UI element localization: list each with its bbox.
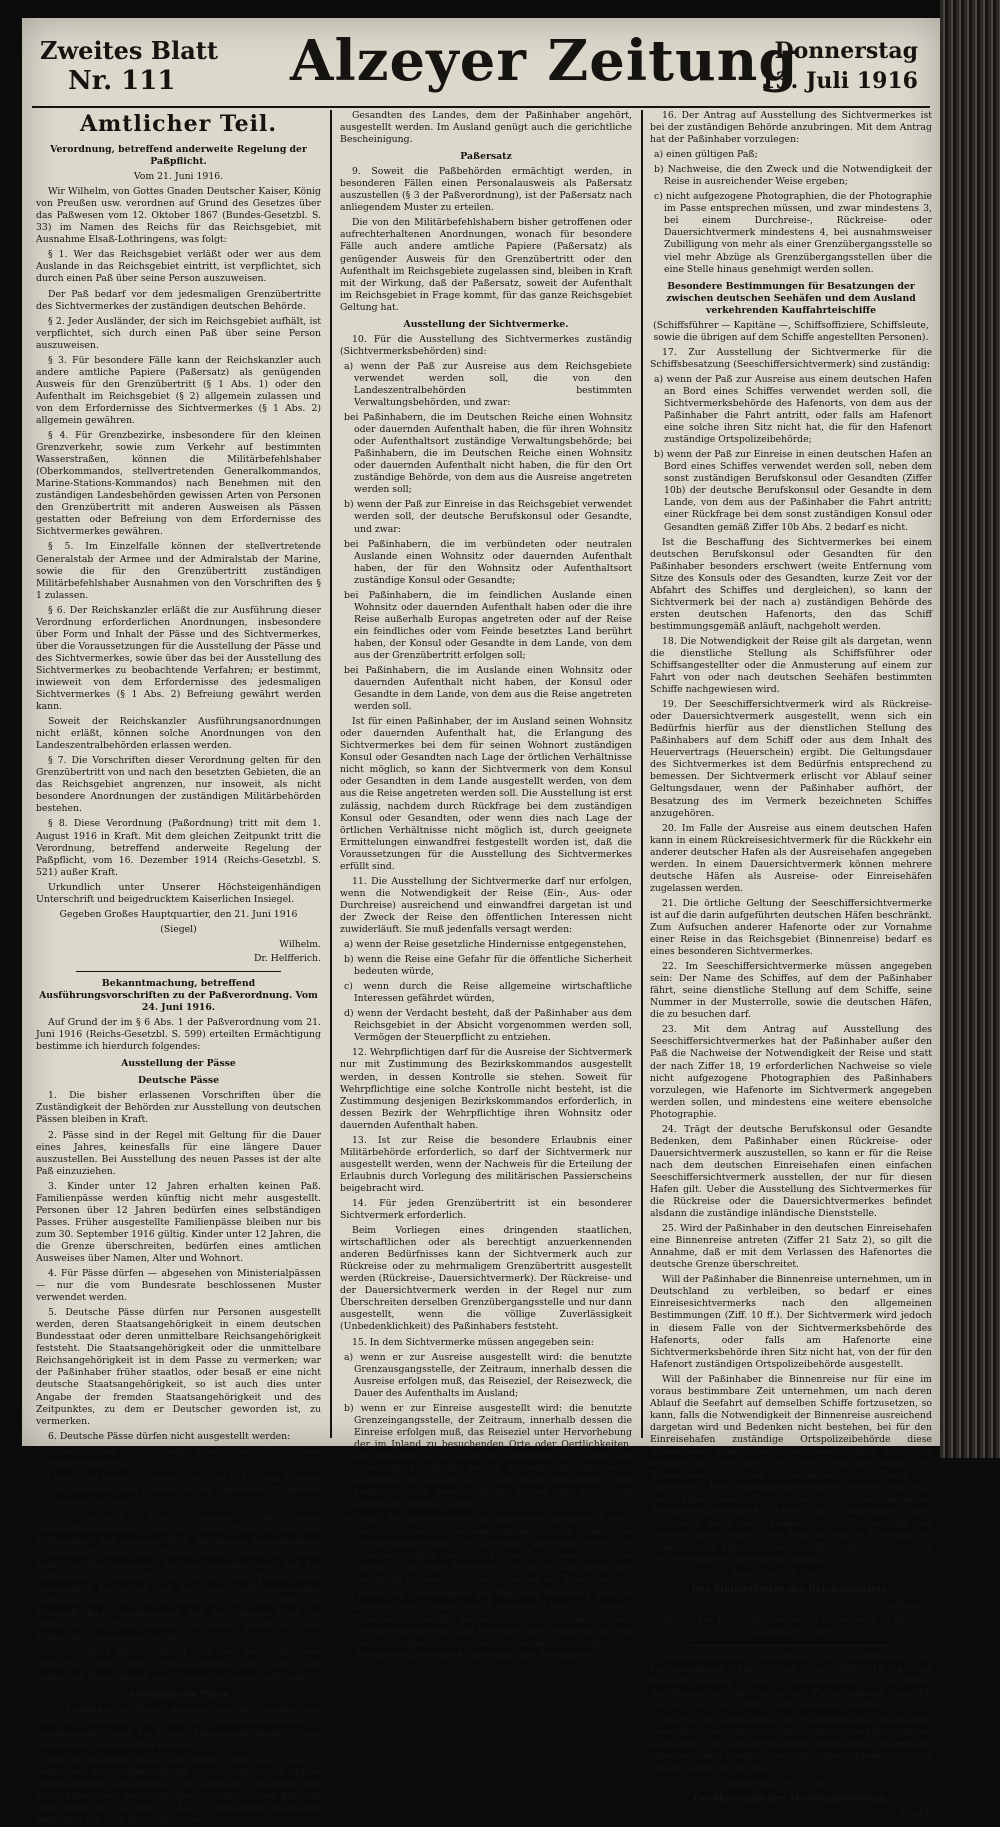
separator xyxy=(76,971,281,972)
paragraph: 19. Der Seeschiffersichtvermerk wird als Rückreise- oder Dauersichtvermerk ausgestellt, wenn sich ein Bedürfnis hierfür aus der dienstlichen Stellung des Paßinhabers auf dem Schiff oder aus dem Inhalt des Heuervertrags (Heuerschein) ergibt. Die Geltungsdauer des Sichtvermerkes ist dem Bedürfnis entsprechend zu bemessen. Der Sichtvermerk erlischt vor Ablauf seiner Geltungsdauer, wenn der Paßinhaber aufhört, der Besatzung des im Vermerk bezeichneten Schiffes anzugehören. xyxy=(650,699,932,819)
subheading: Deutsche Pässe xyxy=(138,1075,219,1087)
subheading: Ausstellung der Pässe xyxy=(121,1058,236,1070)
list-item: b) wenn der Paß zur Einreise in das Reichsgebiet verwendet werden soll, der deutsche Berufskonsul oder Gesandte, und zwar: xyxy=(344,499,632,535)
place-date: Berlin, den 24. Juni 1916. xyxy=(730,1569,852,1581)
list-item: d) wenn der Verdacht besteht, daß der Paßinhaber aus dem Reichsgebiet in der Absicht vorgenommen werden soll, Vermögen der Steuerpflicht zu entziehen. xyxy=(344,1008,632,1044)
signature: Dr. Helfferich. xyxy=(864,1599,932,1611)
paragraph: 12. Wehrpflichtigen darf für die Ausreise der Sichtvermerk nur mit Zustimmung des Bezirkskommandos ausgestellt werden, in dessen Kontrolle sie stehen. Soweit für Wehrpflichtige eine solche Kontrolle nicht besteht, ist die Zustimmung desjenigen Bezirkskommandos erforderlich, in dessen Bezirk der Wehrpflichtige ihren Wohnsitz oder dauernden Aufenthalt haben. xyxy=(340,1047,632,1131)
list-item: c) nicht aufgezogene Photographien, die der Photographie im Passe entsprechen müssen, und zwar mindestens 3, bei einem Durchreise-, Rückreise- oder Dauersichtvermerk mindestens 4, bei ausnahmsweiser Zubilligung von mehr als einer Grenzübergangsstelle so viel mehr Abzüge als Grenzübergangsstellen über die eine Stelle hinaus genehmigt werden sollen. xyxy=(654,191,932,275)
paragraph: Auf Grund der im § 6 Abs. 1 der Paßverordnung vom 21. Juni 1916 (Reichs-Gesetzbl. S. 599) erteilten Ermächtigung bestimme ich hierdurch folgendes: xyxy=(36,1017,321,1053)
paragraph: Beim Vorliegen eines dringenden staatlichen, wirtschaftlichen oder als berechtigt anzuerkennenden anderen Bedürfnisses kann der Sichtvermerk auch zur Rückreise oder zu mehrmaligem Grenzübertritt ausgestellt werden (Rückreise-, Dauersichtvermerk). Der Rückreise- und der Dauersichtvermerk werden in der Regel nur zum Überschreiten derselben Grenzübergangsstelle und nur dann ausgestellt, wenn die völlige Zuverlässigkeit (Unbedenklichkeit) des Paßinhabers feststeht. xyxy=(340,1225,632,1333)
deputy-line: Der Stellvertreter des Reichskanzlers. xyxy=(691,1584,891,1596)
paragraph: Gesandten des Landes, dem der Paßinhaber angehört, ausgestellt werden. Im Ausland genügt auch die gerichtliche Bescheinigung. xyxy=(340,110,632,146)
paragraph: Bekanntmachung, betreffend die Ausführung der Paßverordnung Auf Grund der Ziff. 10 a der Bekanntmachung des Reichskanzlers, betreffend Ausführungsvorschriften zu der Paßverordnung vom 24. Juni d. J. (R.G.Bl. S. 601), wird Folgendes bestimmt: xyxy=(650,1651,932,1711)
list-item: a) wenn der Paß zur Ausreise aus einem deutschen Hafen an Bord eines Schiffes verwendet werden soll, die Sichtvermerksbehörde des Hafenorts, von dem aus der Paßinhaber die Fahrt antritt, oder falls am Hafenort eine solche ihren Sitz nicht hat, die für den Hafenort zuständige Ortspolizeibehörde; xyxy=(654,373,932,446)
signature: v. Ewald. xyxy=(889,1808,932,1820)
paragraph: Urkundlich unter Unserer Höchsteigenhändigen Unterschrift und beigedrucktem Kaiserlichen Insiegel. xyxy=(36,881,321,905)
paragraph: 6. Deutsche Pässe dürfen nicht ausgestellt werden: xyxy=(48,1430,291,1442)
book-spine xyxy=(940,0,1000,1458)
paragraph: (Schiffsführer — Kapitäne —, Schiffsoffiziere, Schiffsleute, sowie die übrigen auf dem Schiffe angestellten Personen). xyxy=(653,319,929,343)
masthead-rule xyxy=(32,106,930,108)
column-divider xyxy=(641,110,643,1438)
list-item: bei Paßinhabern, die im Auslande einen Wohnsitz oder dauernden Aufenthalt nicht haben, der Konsul oder Gesandte in dem Lande, von dem aus die Reise angetreten werden soll. xyxy=(344,665,632,713)
masthead xyxy=(22,26,940,108)
list-item: b) wenn der Verdacht besteht, daß der Paß in den Händen des Inhabers eine Gefahr für die öffentliche Sicherheit bedeuten würde. xyxy=(40,1472,321,1508)
edition-label: Zweites Blatt xyxy=(40,36,218,65)
paragraph: Die für deutsche Pässe nach Ziffer 3 und nach 7 Abs. 1 geltenden Vorschriften finden auf ausländische Pässe entsprechende Anwendung. Die amtliche Bescheinigung kann außer von der zuständigen ausländischen Behörde oder einer der in Ziffer 7 Abs. 2 genannten deutschen Behörden von dem Berufskonsul oder xyxy=(36,1754,321,1827)
ordinance-date: Vom 21. Juni 1916. xyxy=(133,171,224,183)
paragraph: 14. Für jeden Grenzübertritt ist ein besonderer Sichtvermerk erforderlich. xyxy=(340,1197,632,1222)
list-item: b) wenn die Reise eine Gefahr für die öffentliche Sicherheit bedeuten würde, xyxy=(344,954,632,978)
paragraph: 7. Deutsche Pässe müssen mit einer Personalbeschreibung und mit einer Photographie des Paßinhabers aus neuester Zeit, mit dessen eigenhändiger Unterschrift unter der Photographie, sowie mit einer amtlichen Bescheinigung darüber versehen sein, daß der Paßinhaber tatsächlich die durch die Photographie dargestellte Person ist und die Unterschrift eigenhändig vollzogen hat. Die Photographie ist auf dem Paß mit Klebstoff derart anzubringen, daß der Stempel etwa zur Hälfte auf der Photographie, zur andern Hälfte auf dem Papier des Passes angebracht ist. xyxy=(36,1511,321,1644)
signature: Wilhelm. xyxy=(279,938,321,950)
list-item: a) wenn er zur Ausreise ausgestellt wird: die benutzte Grenzausgangsstelle, der Zeitraum, innerhalb dessen die Ausreise erfolgen muß, das Reiseziel, der Reisezweck, die Dauer des Aufenthalts im Ausland; xyxy=(344,1351,632,1399)
list-item: a) wenn der Reise gesetzliche Hindernisse entgegenstehen, xyxy=(344,939,627,951)
issue-date: 13. Juli 1916 xyxy=(760,68,918,94)
signature: Dr. Helfferich. xyxy=(253,952,321,964)
paragraph: 21. Die örtliche Geltung der Seeschiffersichtvermerke ist auf die darin aufgeführten deutschen Häfen beschränkt. Zum Aufsuchen anderer Hafenorte oder zur Vornahme einer Reise in das Reichsgebiet (Binnenreise) bedarf es eines besonderen Sichtvermerkes. xyxy=(650,897,932,958)
paragraph: Der Paß bedarf vor dem jedesmaligen Grenzübertritte des Sichtvermerkes der zuständigen deutschen Behörde. xyxy=(36,288,321,312)
announcement-title: Bekanntmachung, betreffend Ausführungsvorschriften zu der Paßverordnung. Vom 24. Juni 1916. xyxy=(39,978,318,1014)
subheading: Besondere Bestimmungen für Besatzungen der zwischen deutschen Seehäfen und dem Ausland verkehrenden Kauffahrteischiffe xyxy=(666,280,916,316)
column-divider xyxy=(330,110,332,1438)
seal: (Siegel) xyxy=(160,923,197,935)
paragraph: Die für die Ausstellung der Sichtvermerke zuständigen Verwaltungsbehörden sind die Großherzoglichen Kreisämter, die Großherzoglichen Polizeiämter Darmstadt, Offenbach und Gießen, sowie die Oberbürgermeister der Städte Mainz und Worms. xyxy=(650,1714,932,1775)
paragraph: § 1. Wer das Reichsgebiet verläßt oder wer aus dem Auslande in das Reichsgebiet eintritt, ist verpflichtet, sich durch einen Paß über seine Person auszuweisen. xyxy=(36,249,321,285)
paragraph: Die amtliche Bescheinigung muß von der zuständigen deutschen Paß- oder Polizeibehörde oder von dem deutschen Berufskonsul oder Gesandten ausgestellt sein. xyxy=(36,1647,321,1683)
paragraph: 5. Deutsche Pässe dürfen nur Personen ausgestellt werden, deren Staatsangehörigkeit in einem deutschen Bundesstaat oder deren unmittelbare Reichsangehörigkeit feststeht. Die Staatsangehörigkeit oder die unmittelbare Reichsangehörigkeit ist in dem Passe zu vermerken; war der Paßinhaber früher staatlos, oder besaß er eine nicht deutsche Staatsangehörigkeit, so ist auch dies unter Angabe der fremden Staatsangehörigkeit und des Zeitpunktes, zu dem er Deutscher geworden ist, zu vermerken. xyxy=(36,1307,321,1427)
paragraph: Die von den Militärbefehlshabern bisher getroffenen oder aufrechterhaltenen Anordnungen, wonach für besondere Fälle auch andere amtliche Papiere (Paßersatz) als genügender Ausweis für den Grenzübertritt oder den Aufenthalt im Reichsgebiete zugelassen sind, bleiben in Kraft mit der Wirkung, daß der Paßersatz, soweit der Aufenthalt im Reichsgebiet in Frage kommt, für das ganze Reichsgebiet Geltung hat. xyxy=(340,217,632,313)
ordinance-title: Verordnung, betreffend anderweite Regelung der Paßpflicht. xyxy=(50,144,307,168)
list-item: bei Paßinhabern, die im verbündeten oder neutralen Auslande einen Wohnsitz oder dauernden Aufenthalt haben, der für den Wohnsitz oder Aufenthaltsort zuständige Konsul oder Gesandte; xyxy=(344,538,632,586)
list-item: bei Paßinhabern, die im feindlichen Auslande einen Wohnsitz oder dauernden Aufenthalt haben oder die ihre Reise außerhalb Europas angetreten oder auf der Reise ein feindliches oder vom Feinde besetztes Land berührt haben, der Konsul oder Gesandte in dem Lande, von dem aus der Grenzübertritt erfolgen soll; xyxy=(344,589,632,661)
column-1 xyxy=(36,110,321,1827)
paragraph: 24. Trägt der deutsche Berufskonsul oder Gesandte Bedenken, dem Paßinhaber einen Rückreise- oder Dauersichtvermerk auszustellen, so kann er für die Reise nach dem deutschen Einreisehafen einen einfachen Seeschiffersichtvermerk ausstellen, der nur für diesen Hafen gilt. Ueber die Ausstellung des Sichtvermerkes für die Rückreise oder die Dauersichtvermerkes befindet alsdann die zuständige inländische Dienststelle. xyxy=(650,1123,932,1220)
subheading: Ausstellung der Sichtvermerke. xyxy=(403,318,569,330)
weekday: Donnerstag xyxy=(774,38,918,64)
list-item: a) wenn der Ausstellung gesetzliche Hindernisse entgegenstehen, xyxy=(40,1445,321,1469)
list-item: a) wenn der Paß zur Ausreise aus dem Reichsgebiete verwendet werden soll, die von den Landeszentralbehörden bestimmten Verwaltungsbehörden, und zwar: xyxy=(344,360,632,409)
paragraph: § 5. Im Einzelfalle können der stellvertretende Generalstab der Armee und der Admiralstab der Marine, sowie die für den Grenzübertritt zuständigen Militärbefehlshaber Ausnahmen von den Vorschriften des § 1 zulassen. xyxy=(36,541,321,601)
signature: Großherzogliches Staatsministerium. xyxy=(693,1793,889,1805)
masthead-right xyxy=(760,36,918,96)
paragraph: 15. In dem Sichtvermerke müssen angegeben sein: xyxy=(352,1336,594,1348)
paragraph: 9. Soweit die Paßbehörden ermächtigt werden, in besonderen Fällen einen Personalausweis als Paßersatz auszustellen (§ 3 der Paßverordnung), ist der Paßersatz nach anliegendem Muster zu erteilen. xyxy=(340,166,632,214)
paragraph: § 2. Jeder Ausländer, der sich im Reichsgebiet aufhält, ist verpflichtet, sich durch einen Paß über seine Person auszuweisen. xyxy=(36,315,321,351)
place-date: Darmstadt, den 3. Juli 1916. xyxy=(724,1778,858,1790)
paragraph: § 7. Die Vorschriften dieser Verordnung gelten für den Grenzübertritt von und nach den besetzten Gebieten, die an das Reichsgebiet angrenzen, nur insoweit, als nicht besondere Anordnungen der zuständigen Militärbehörden bestehen. xyxy=(36,755,321,815)
paragraph: 17. Zur Ausstellung der Sichtvermerke für die Schiffsbesatzung (Seeschiffersichtvermerk) sind zuständig: xyxy=(650,346,932,370)
paragraph: § 8. Diese Verordnung (Paßordnung) tritt mit dem 1. August 1916 in Kraft. Mit dem gleichen Zeitpunkt tritt die Verordnung, betreffend anderweite Regelung der Paßpflicht, vom 16. Dezember 1914 (Reichs-Gesetzbl. S. 521) außer Kraft. xyxy=(36,818,321,878)
note: (Muster des Personalausweises ist abgedruckt im Reichs Gesetzblatt S. 609.) xyxy=(656,1614,926,1638)
list-item: d) wenn der Sichtvermerk für Hin- und Rückreise oder zu mehrmaligem Grenzübertritt ausgestellt wird (Rückreise-, Dauersichtvermerk): die benutzte Grenzausgangs- oder Grenzeingangsstelle, das Reiseziel, der Zeitpunkt, in dem die Gültigkeit des Sichtvermerkes erlischt, im Rückreisesichtvermerk außerdem: der Reisezweck. xyxy=(344,1589,632,1661)
list-item: c) wenn der Sichtvermerk zur Durchreise ausgestellt wird: die deutsche Grenzeingangsstelle, die deutsche Grenzausgangsstelle, der Zeitraum, innerhalb dessen die Einreise erfolgen muß, der für die Durchreise durch das Inland zu wählende Reiseweg, die für die Durchreise zur Verfügung stehende Zeit, das Reiseziel, der Reisezweck, xyxy=(344,1514,632,1586)
columns xyxy=(22,110,940,1827)
paragraph: 11. Die Ausstellung der Sichtvermerke darf nur erfolgen, wenn die Notwendigkeit der Reise (Ein-, Aus- oder Durchreise) ausreichend und einwandfrei dargetan ist und der Zweck der Reise den öffentlichen Interessen nicht zuwiderläuft. Sie muß jedenfalls versagt werden: xyxy=(340,875,632,935)
section-heading: Amtlicher Teil. xyxy=(79,111,278,137)
paragraph: 2. Pässe sind in der Regel mit Geltung für die Dauer eines Jahres, keinesfalls für eine längere Dauer auszustellen. Bei Ausstellung des neuen Passes ist der alte Paß einzuziehen. xyxy=(36,1129,321,1177)
list-item: b) wenn der Paß zur Einreise in einen deutschen Hafen an Bord eines Schiffes verwendet werden soll, neben dem sonst zuständigen Berufskonsul oder Gesandten (Ziffer 10b) der deutsche Berufskonsul oder Gesandte in dem Lande, von dem aus der Paßinhaber die Fahrt antritt; einer Rückfrage bei dem sonst zuständigen Konsul oder Gesandten gemäß Ziffer 10b Abs. 2 bedarf es nicht. xyxy=(654,449,932,533)
paragraph: 20. Im Falle der Ausreise aus einem deutschen Hafen kann in einem Rückreisesichtvermerk für die Rückkehr ein anderer deutscher Hafen als der Ausreisehafen angegeben werden. In einem Dauersichtvermerk können mehrere deutsche Häfen als Ausreise- oder Einreisehäfen zugelassen werden. xyxy=(650,822,932,894)
list-item: b) Nachweise, die den Zweck und die Notwendigkeit der Reise in ausreichender Weise ergeben; xyxy=(654,164,932,188)
separator xyxy=(690,1645,892,1646)
list-item: b) wenn er zur Einreise ausgestellt wird: die benutzte Grenzeingangsstelle, der Zeitraum, innerhalb dessen die Einreise erfolgen muß, das Reiseziel unter Hervorhebung der im Inland zu besuchenden Orte oder Oertlichkeiten, der Reisezweck, die Dauer des Aufenthalts im Inland, und sofern der Paßinhaber keinen Wohnsitz oder dauernden Aufenthalt im Inland hat, in der Regel mindestens zwei Deutsche oder zwei deutsche Firmen, die im Inland aufgesucht werden sollen; xyxy=(344,1402,632,1511)
paragraph: 3. Kinder unter 12 Jahren erhalten keinen Paß. Familienpässe werden künftig nicht mehr ausgestellt. Personen über 12 Jahren bedürfen eines selbständigen Passes. Früher ausgestellte Familienpässe bleiben nur bis zum 30. September 1916 gültig. Kinder unter 12 Jahren, die die Grenze überschreiten, bedürfen eines amtlichen Ausweises über Namen, Alter und Wohnort. xyxy=(36,1180,321,1264)
paragraph: Ist für einen Paßinhaber, der im Ausland seinen Wohnsitz oder dauernden Aufenthalt hat, die Erlangung des Sichtvermerkes bei dem für seinen Wohnort zuständigen Konsul oder Gesandten nach Lage der örtlichen Verhältnisse nicht möglich, so kann der Sichtvermerk von dem Konsul oder Gesandten in dem Lande ausgestellt werden, von dem aus die Reise angetreten werden soll. Die Ausstellung ist erst zulässig, nachdem durch Rückfrage bei dem zuständigen Konsul oder Gesandten, oder wenn dies nach Lage der örtlichen Verhältnisse nicht möglich ist, durch geeignete Ermittelungen einwandfrei festgestellt worden ist, daß die Voraussetzungen für die Ausstellung des Sichtvermerkes erfüllt sind. xyxy=(340,716,632,872)
paragraph: 10. Für die Ausstellung des Sichtvermerkes zuständig (Sichtvermerksbehörden) sind: xyxy=(340,333,632,357)
newspaper-title: Alzeyer Zeitung xyxy=(290,28,799,94)
issue-number: Nr. 111 xyxy=(68,66,176,96)
column-2 xyxy=(340,110,632,1661)
paragraph: 23. Mit dem Antrag auf Ausstellung des Seeschiffersichtvermerkes hat der Paßinhaber außer den Paß die Nachweise der Notwendigkeit der Reise und statt der nach Ziffer 18, 19 erforderlichen Nachweise so viele nicht aufgezogene Photographien des Paßinhabers vorzulegen, wie Hafenorte im Sichtvermerk angegeben werden sollen, und mindestens eine weitere ebensolche Photographie. xyxy=(650,1024,932,1120)
paragraph: § 6. Der Reichskanzler erläßt die zur Ausführung dieser Verordnung erforderlichen Anordnungen, insbesondere über Form und Inhalt der Pässe und des Sichtvermerkes, über die Voraussetzungen für die Ausstellung der Pässe und des Sichtvermerkes, sowie über das bei der Ausstellung des Sichtvermerkes zu beobachtende Verfahren; er bestimmt, inwieweit von dem Erfordernisse des jedesmaligen Sichtvermerkes (§ 1 Abs. 2) Befreiung gewährt werden kann. xyxy=(36,604,321,713)
paragraph: Will der Paßinhaber die Binnenreise nur für eine im voraus bestimmbare Zeit unternehmen, um nach deren Ablauf die Seefahrt auf demselben Schiffe fortzusetzen, so kann, falls die Notwendigkeit der Binnenreise ausreichend dargetan wird und Bedenken nicht bestehen, bei für den Einreisehafen zuständige Ortspolizeibehörde diese Binnenreise genehmigen. Die Genehmigung ist unter Angabe des Zweckes, des Zieles und der Dauer der Binnenreise von der Polizeibehörde im Passe zu vermerken. Der Genehmigungsvermerk ersetzt den nach den allgemeinen Vorschriften sonst erforderlichen Rückreisesichtvermerk. Kehrt der Paßinhaber nicht rechtzeitig nach dem Hafenorte zur Fortsetzung der Seefahrt zurück oder ist die Reise für ihn bei Erteilung der Genehmigung angeordneten Verpflichtung nicht, so wird der Seeschiffersichtvermerk ungültig. xyxy=(650,1373,932,1566)
paragraph: 1. Die bisher erlassenen Vorschriften über die Zuständigkeit der Behörden zur Ausstellung von deutschen Pässen bleiben in Kraft. xyxy=(36,1090,321,1126)
paragraph: 16. Der Antrag auf Ausstellung des Sichtvermerkes ist bei der zuständigen Behörde anzubringen. Mit dem Antrag hat der Paßinhaber vorzulegen: xyxy=(650,110,932,146)
paragraph: 4. Für Pässe dürfen — abgesehen von Ministerialpässen — nur die vom Bundesrate beschlossenen Muster verwendet werden. xyxy=(36,1268,321,1304)
paragraph: Wir Wilhelm, von Gottes Gnaden Deutscher Kaiser, König von Preußen usw. verordnen auf Grund des Gesetzes über das Paßwesen vom 12. Oktober 1867 (Bundes-Gesetzbl. S. 33) im Namen des Reichs für das Reichsgebiet, mit Ausnahme Elsaß-Lothringens, was folgt: xyxy=(36,186,321,246)
paragraph: 18. Die Notwendigkeit der Reise gilt als dargetan, wenn die dienstliche Stellung als Schiffsführer oder Schiffsangestellter oder die Anmusterung auf einem zur Fahrt von oder nach deutschen Seehäfen bestimmten Schiffe nachgewiesen wird. xyxy=(650,635,932,696)
paragraph: § 3. Für besondere Fälle kann der Reichskanzler auch andere amtliche Papiere (Paßersatz) als genügenden Ausweis für den Grenzübertritt (§ 1 Abs. 1) oder den Aufenthalt im Reichsgebiet (§ 2) allgemein zulassen und von dem Erfordernisse des Sichtvermerkes (§ 1 Abs. 2) allgemein gewähren. xyxy=(36,354,321,426)
paragraph: 22. Im Seeschiffersichtvermerke müssen angegeben sein: Der Name des Schiffes, auf dem der Paßinhaber fährt, seine dienstliche Stellung auf dem Schiffe, seine Nummer in der Musterrolle, sowie die deutschen Häfen, die zu besuchen darf. xyxy=(650,961,932,1021)
list-item: a) einen gültigen Paß; xyxy=(654,149,758,161)
paragraph: 13. Ist zur Reise die besondere Erlaubnis einer Militärbehörde erforderlich, so darf der Sichtvermerk nur ausgestellt werden, wenn der Nachweis für die Erteilung der Erlaubnis durch Vorlegung des militärischen Passierscheins beigebracht wird. xyxy=(340,1134,632,1194)
masthead-left xyxy=(40,36,218,96)
list-item: bei Paßinhabern, die im Deutschen Reiche einen Wohnsitz oder dauernden Aufenthalt haben, die für ihren Wohnsitz oder Aufenthaltsort zuständige Verwaltungsbehörde; bei Paßinhabern, die im Deutschen Reiche einen Wohnsitz oder dauernden Aufenthalt nicht haben, die für den Ort zuständige Behörde, von dem aus die Ausreise angetreten werden soll; xyxy=(344,412,632,496)
given-line: Gegeben Großes Hauptquartier, den 21. Juni 1916 xyxy=(59,908,298,920)
list-item: c) wenn durch die Reise allgemeine wirtschaftliche Interessen gefährdet würden, xyxy=(344,981,632,1005)
paragraph: § 4. Für Grenzbezirke, insbesondere für den kleinen Grenzverkehr, sowie zum Verkehr auf bestimmten Wasserstraßen, können die Militärbefehlshaber (Oberkommandos, stellvertretenden Generalkommandos, Marine-Stations-Kommandos) nach Benehmen mit den zuständigen Landesbehörden gewissen Arten von Personen den Grenzübertritt mit anderen Ausweisen als Pässen gestatten oder Befreiung von dem Erfordernisse des Sichtvermerkes gewähren. xyxy=(36,430,321,538)
subheading: Paßersatz xyxy=(460,151,512,163)
subheading: Ausländische Pässe xyxy=(127,1688,230,1700)
paragraph: Soweit der Reichskanzler Ausführungsanordnungen nicht erläßt, können solche Anordnungen von den Landeszentralbehörden erlassen werden. xyxy=(36,716,321,752)
paragraph: 25. Wird der Paßinhaber in den deutschen Einreisehafen eine Binnenreise antreten (Ziffer 21 Satz 2), so gilt die Annahme, daß er mit dem Verlassen des Hafenortes die deutsche Grenze überschreitet. xyxy=(650,1223,932,1271)
column-3 xyxy=(650,110,932,1820)
paragraph: Ist die Beschaffung des Sichtvermerkes bei einem deutschen Berufskonsul oder Gesandten für den Paßinhaber besonders erschwert (weite Entfernung vom Sitze des Konsuls oder des Gesandten, kurze Zeit vor der Abfahrt des Schiffes und dergleichen), so kann der Sichtvermerk bei der nach a) zuständigen Behörde des ersten deutschen Hafenorts, den das Schiff bestimmungsgemäß anläuft, nachgeholt werden. xyxy=(650,536,932,632)
newspaper-page xyxy=(22,18,940,1827)
paragraph: Will der Paßinhaber die Binnenreise unternehmen, um in Deutschland zu verbleiben, so bedarf er eines Einreisesichtvermerks nach den allgemeinen Bestimmungen (Ziff. 10 ff.). Der Sichtvermerk wird jedoch in diesem Falle von der Sichtvermerksbehörde des Hafenorts, oder falls am Hafenorte eine Sichtvermerksbehörde ihren Sitz nicht hat, von der für den Hafenort zuständigen Ortspolizeibehörde ausgestellt. xyxy=(650,1274,932,1370)
paragraph: 8. Ausländische Pässe müssen von der zuständigen Behörde ausgestellt sein und die Staatsangehörigkeit — gegebenenfalls auch die frühere Staatsangehörigkeit — des Paßinhabers einwandfrei ergeben. xyxy=(36,1703,321,1751)
